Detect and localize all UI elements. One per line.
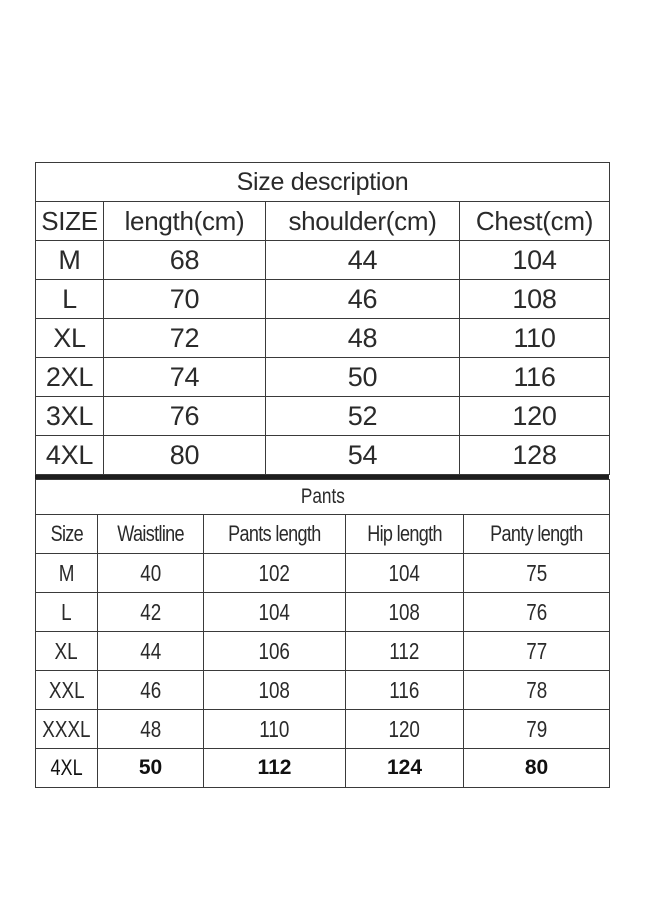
cell-text: 76	[526, 598, 547, 625]
header-cell	[346, 515, 464, 554]
size-cell: L	[36, 280, 104, 319]
header-text: Panty length	[490, 521, 583, 546]
table-title-row	[36, 480, 610, 515]
table-row	[36, 749, 610, 788]
header-cell	[204, 515, 346, 554]
cell-text: 112	[389, 637, 420, 664]
table-row	[36, 358, 610, 397]
cell-text: 42	[140, 598, 161, 625]
table-cell: 104	[460, 241, 610, 280]
size-cell: M	[36, 241, 104, 280]
table-title: Size description	[36, 163, 610, 202]
table-cell	[464, 554, 610, 593]
size-cell	[36, 710, 98, 749]
cell-text: 104	[258, 598, 291, 625]
header-text: Pants length	[228, 521, 321, 546]
table-cell	[464, 671, 610, 710]
table-cell: 116	[460, 358, 610, 397]
table-row	[36, 632, 610, 671]
cell-text: 112	[257, 756, 292, 779]
cell-text: 124	[386, 756, 423, 779]
table-cell: 50	[266, 358, 460, 397]
header-cell	[36, 515, 98, 554]
table-cell	[346, 749, 464, 788]
table-cell: 108	[460, 280, 610, 319]
cell-text: 40	[140, 559, 161, 586]
size-cell: 3XL	[36, 397, 104, 436]
table-cell: 128	[460, 436, 610, 475]
size-cell	[36, 671, 98, 710]
table-cell: 48	[266, 319, 460, 358]
table-cell	[98, 749, 204, 788]
table-cell: 54	[266, 436, 460, 475]
header-row	[36, 202, 610, 241]
table-cell	[98, 593, 204, 632]
table-cell	[204, 632, 346, 671]
table-cell	[346, 593, 464, 632]
table-row	[36, 554, 610, 593]
cell-text: L	[61, 598, 72, 625]
cell-text: 50	[138, 756, 163, 779]
cell-text: 79	[526, 715, 547, 742]
table-cell	[204, 671, 346, 710]
header-text: Hip length	[367, 521, 442, 546]
cell-text: M	[58, 559, 75, 586]
table-title-row	[36, 163, 610, 202]
table-row	[36, 241, 610, 280]
size-cell	[36, 632, 98, 671]
header-cell: SIZE	[36, 202, 104, 241]
size-cell	[36, 593, 98, 632]
header-cell: shoulder(cm)	[266, 202, 460, 241]
cell-text: XXL	[48, 676, 85, 703]
table-cell	[204, 749, 346, 788]
header-cell	[464, 515, 610, 554]
cell-text: 108	[258, 676, 291, 703]
table-row	[36, 280, 610, 319]
cell-text: 44	[140, 637, 161, 664]
table-cell	[204, 710, 346, 749]
cell-text: 110	[259, 715, 290, 742]
size-cell	[36, 554, 98, 593]
table-cell: 44	[266, 241, 460, 280]
table-cell	[98, 632, 204, 671]
size-cell: 2XL	[36, 358, 104, 397]
table-cell: 120	[460, 397, 610, 436]
cell-text: 4XL	[50, 755, 83, 780]
table-row	[36, 593, 610, 632]
cell-text: 106	[258, 637, 291, 664]
table-cell: 72	[104, 319, 266, 358]
table-cell	[204, 593, 346, 632]
table-row	[36, 710, 610, 749]
header-cell: length(cm)	[104, 202, 266, 241]
table-cell	[98, 554, 204, 593]
table-cell: 110	[460, 319, 610, 358]
header-cell: Chest(cm)	[460, 202, 610, 241]
table-cell: 68	[104, 241, 266, 280]
cell-text: 80	[524, 756, 549, 779]
header-text: Size	[50, 521, 83, 546]
table-cell: 80	[104, 436, 266, 475]
cell-text: 46	[140, 676, 161, 703]
cell-text: 116	[389, 676, 420, 703]
table-row	[36, 397, 610, 436]
size-cell	[36, 749, 98, 788]
table-cell: 46	[266, 280, 460, 319]
cell-text: 104	[388, 559, 421, 586]
size-cell: 4XL	[36, 436, 104, 475]
cell-text: XXXL	[42, 715, 91, 742]
cell-text: XL	[54, 637, 79, 664]
header-row	[36, 515, 610, 554]
table-cell	[346, 671, 464, 710]
table-cell	[464, 710, 610, 749]
cell-text: 48	[140, 715, 161, 742]
table-cell: 76	[104, 397, 266, 436]
cell-text: 78	[526, 676, 547, 703]
table-row	[36, 436, 610, 475]
size-description-table	[35, 162, 610, 475]
table-row	[36, 319, 610, 358]
table-cell	[346, 710, 464, 749]
cell-text: 77	[526, 637, 547, 664]
table-cell	[204, 554, 346, 593]
table-row	[36, 671, 610, 710]
size-cell: XL	[36, 319, 104, 358]
header-text: Waistline	[117, 521, 184, 546]
table-cell	[98, 671, 204, 710]
pants-size-table	[35, 479, 610, 788]
table-cell: 52	[266, 397, 460, 436]
table-cell	[464, 632, 610, 671]
size-chart	[35, 162, 609, 780]
table-cell	[98, 710, 204, 749]
table-cell	[346, 632, 464, 671]
table-title	[36, 480, 610, 515]
cell-text: 120	[388, 715, 421, 742]
table-cell: 74	[104, 358, 266, 397]
table-cell	[346, 554, 464, 593]
pants-title-text: Pants	[300, 485, 345, 508]
header-cell	[98, 515, 204, 554]
cell-text: 75	[526, 559, 547, 586]
table-cell: 70	[104, 280, 266, 319]
cell-text: 102	[258, 559, 291, 586]
cell-text: 108	[388, 598, 421, 625]
table-cell	[464, 749, 610, 788]
table-cell	[464, 593, 610, 632]
